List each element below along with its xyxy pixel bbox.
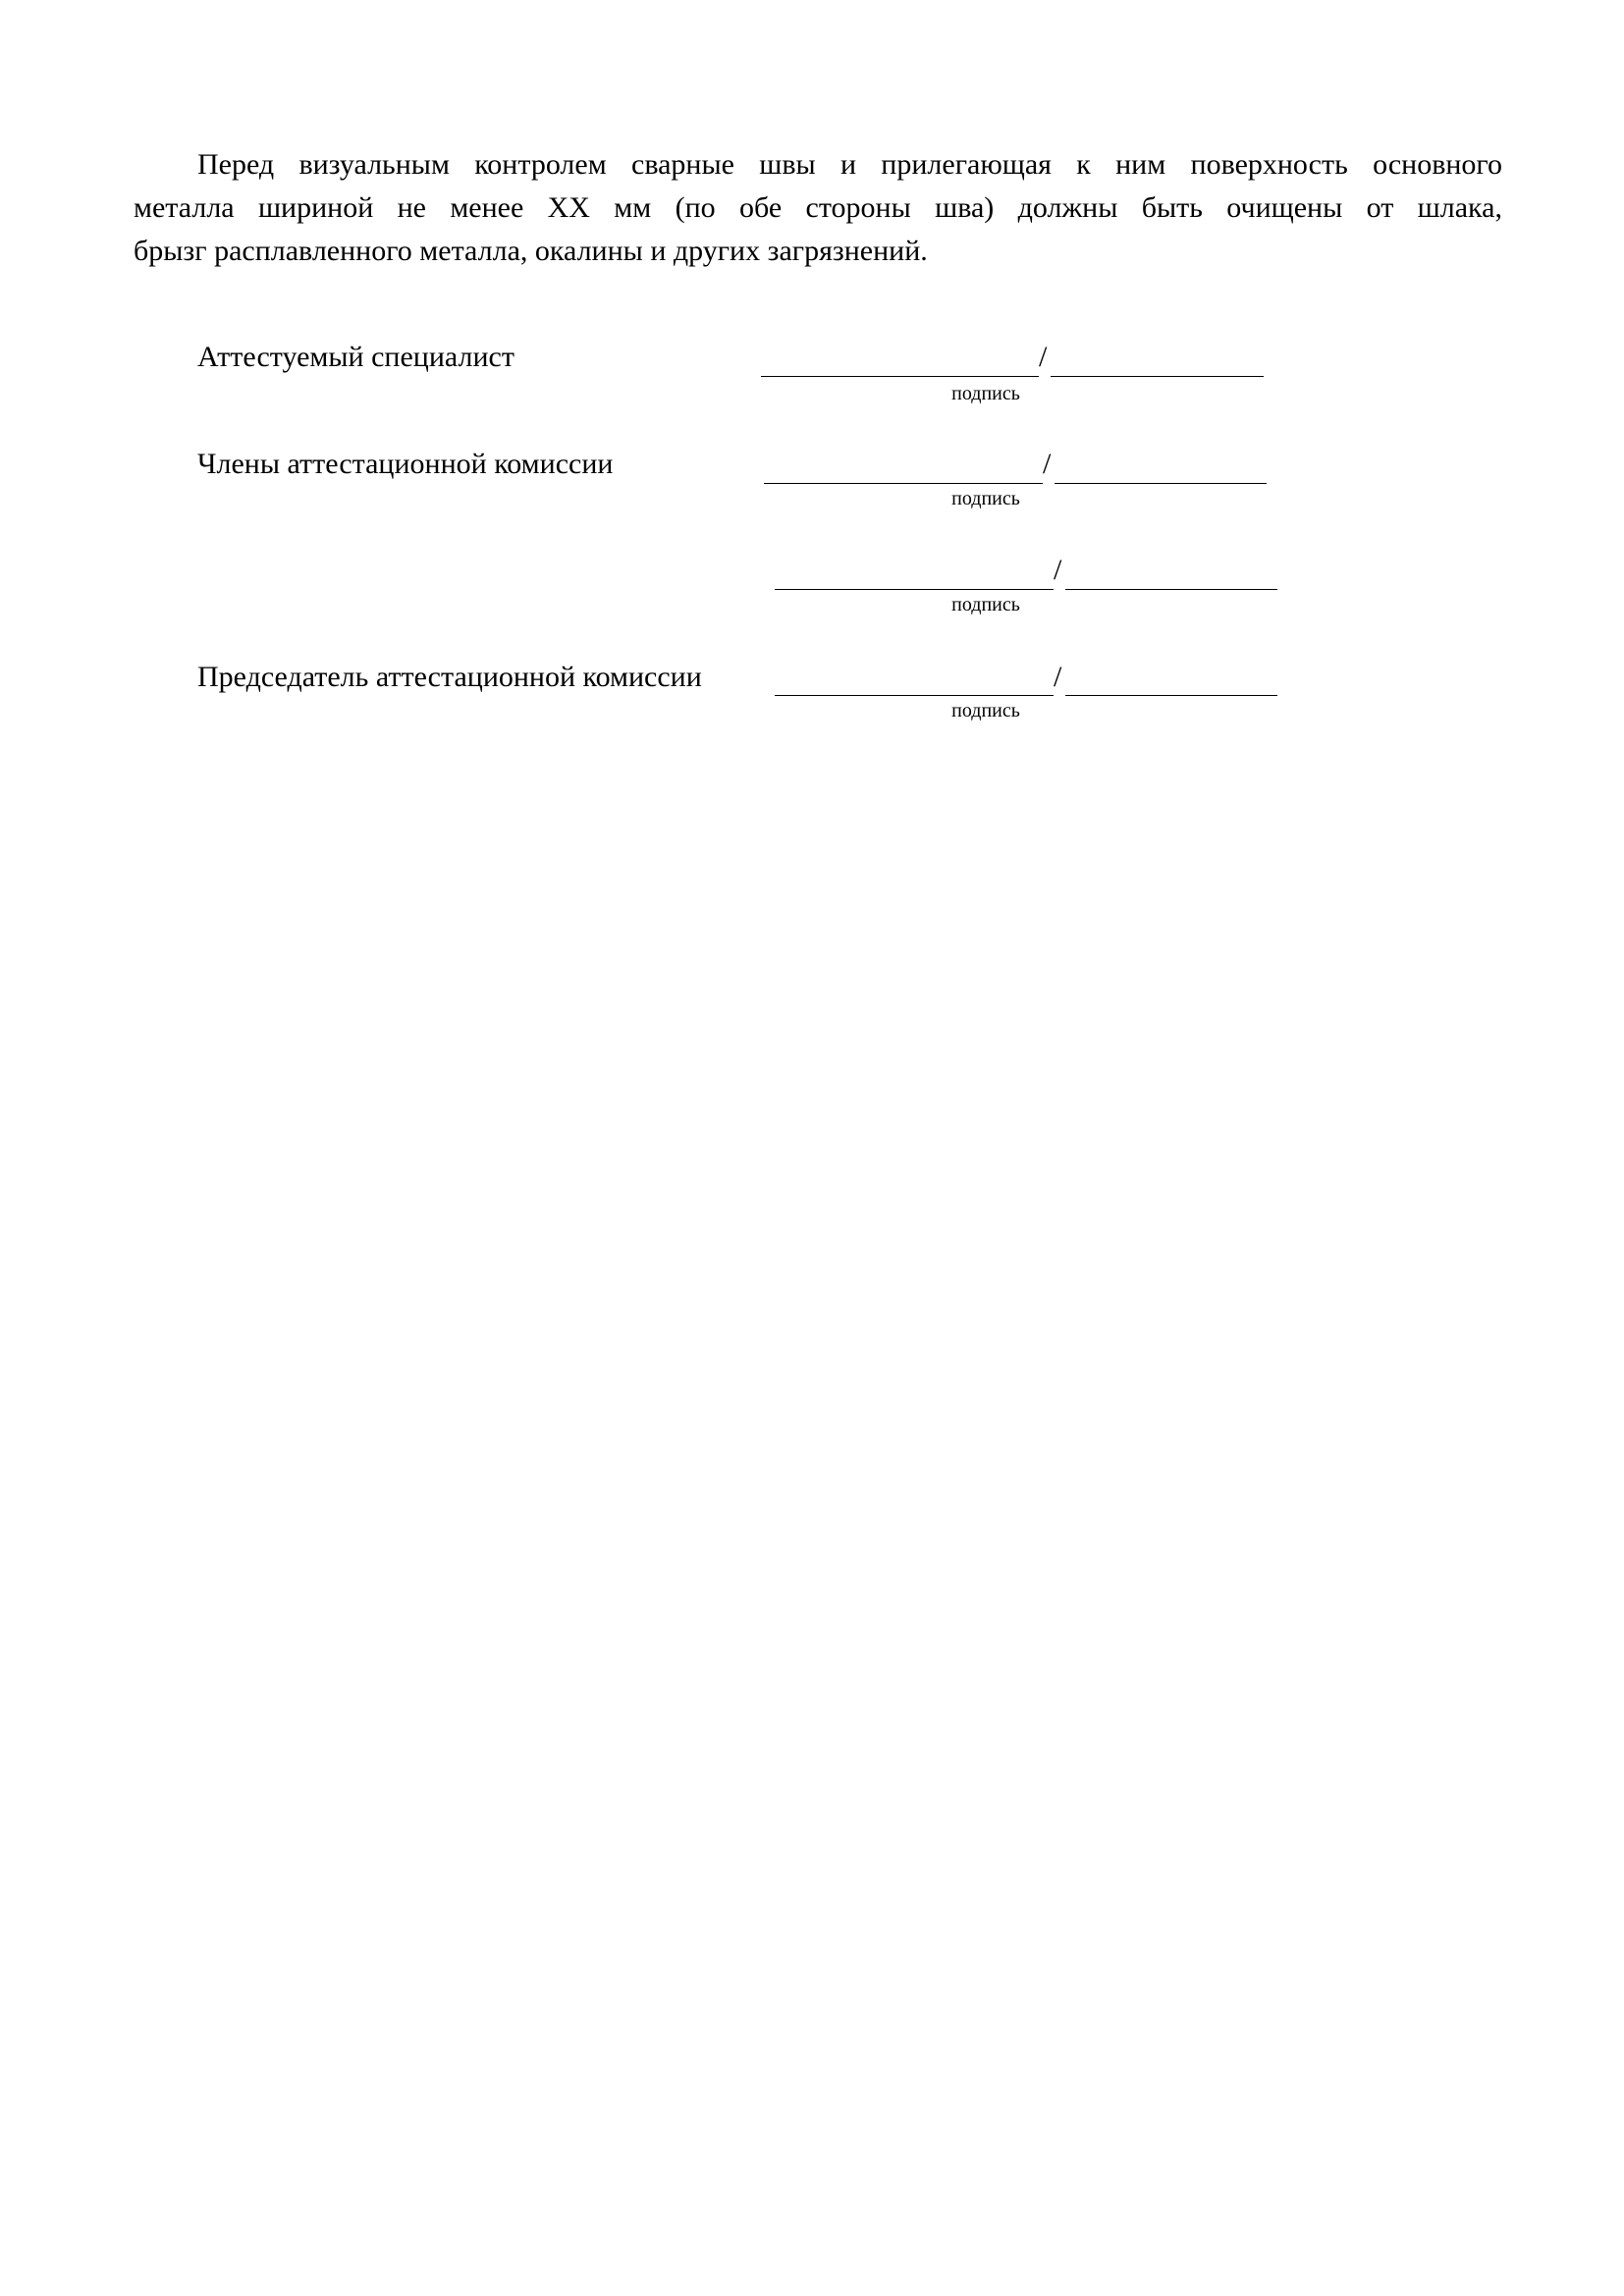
members-slash: / — [1043, 448, 1052, 480]
chairman-name-line — [1065, 695, 1277, 696]
specialist-name-line — [1051, 376, 1264, 377]
members-name-line — [1055, 483, 1267, 484]
chairman-label: Председатель аттестационной комиссии — [197, 661, 702, 693]
member2-caption: подпись — [951, 594, 1020, 615]
specialist-label: Аттестуемый специалист — [197, 341, 514, 373]
paragraph-line: Перед визуальным контролем сварные швы и прилегающая к ним поверхность основного — [197, 148, 1502, 181]
member2-name-line — [1065, 589, 1277, 590]
members-caption: подпись — [951, 488, 1020, 509]
specialist-caption: подпись — [951, 383, 1020, 404]
chairman-signature-line — [775, 695, 1054, 696]
body-paragraph — [134, 143, 1502, 273]
chairman-slash: / — [1054, 661, 1062, 693]
specialist-signature-line — [761, 376, 1039, 377]
paragraph-line: брызг расплавленного металла, окалины и других загрязнений. — [134, 235, 928, 267]
members-label: Члены аттестационной комиссии — [197, 448, 614, 480]
chairman-caption: подпись — [951, 700, 1020, 721]
specialist-slash: / — [1039, 341, 1048, 373]
paragraph-line: металла шириной не менее XX мм (по обе стороны шва) должны быть очищены от шлака, — [134, 191, 1502, 224]
member2-signature-line — [775, 589, 1054, 590]
members-signature-line — [764, 483, 1043, 484]
member2-slash: / — [1054, 554, 1062, 586]
